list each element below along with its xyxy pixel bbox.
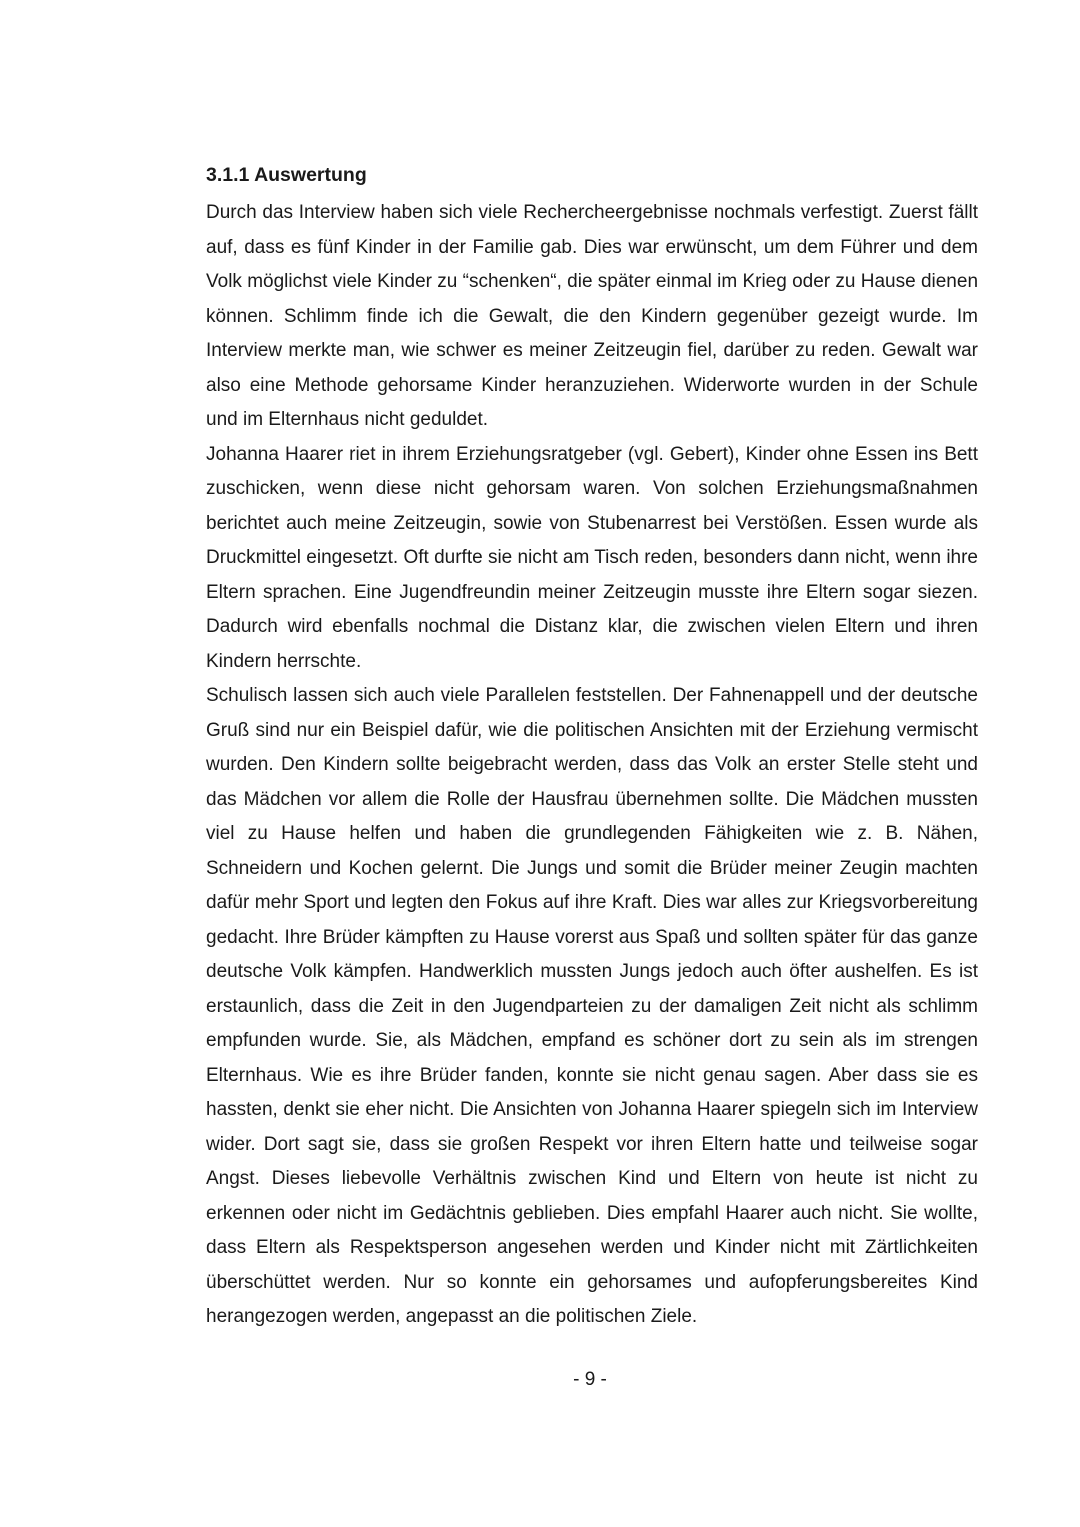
paragraph-1: Durch das Interview haben sich viele Rechercheergebnisse nochmals verfestigt. Zuerst fällt auf, dass es fünf Kinder in der Familie gab. Dies war erwünscht, um dem Führer und dem Volk möglichst viele Kinder zu “schenken“, die später einmal im Krieg oder zu Hause dienen können. Schlimm finde ich die Gewalt, die den Kindern gegenüber gezeigt wurde. Im Interview merkte man, wie schwer es meiner Zeitzeugin fiel, darüber zu reden. Gewalt war also eine Methode gehorsame Kinder heranzuziehen. Widerworte wurden in der Schule und im Elternhaus nicht geduldet. <box>206 202 979 430</box>
paragraph-2: Johanna Haarer riet in ihrem Erziehungsratgeber (vgl. Gebert), Kinder ohne Essen ins Bett zuschicken, wenn diese nicht gehorsam waren. Von solchen Erziehungsmaßnahmen berichtet auch meine Zeitzeugin, sowie von Stubenarrest bei Verstößen. Essen wurde als Druckmittel eingesetzt. Oft durfte sie nicht am Tisch reden, besonders dann nicht, wenn ihre Eltern sprachen. Eine Jugendfreundin meiner Zeitzeugin musste ihre Eltern sogar siezen. Dadurch wird ebenfalls nochmal die Distanz klar, die zwischen vielen Eltern und ihren Kindern herrschte. <box>206 443 978 672</box>
page-content <box>206 162 978 1335</box>
page-number: - 9 - <box>573 1369 607 1390</box>
paragraph-3: Schulisch lassen sich auch viele Parallelen feststellen. Der Fahnenappell und der deutsche Gruß sind nur ein Beispiel dafür, wie die politischen Ansichten mit der Erziehung vermischt wurden. Den Kindern sollte beigebracht werden, dass das Volk an erster Stelle steht und das Mädchen vor allem die Rolle der Hausfrau übernehmen sollte. Die Mädchen mussten viel zu Hause helfen und haben die grundlegenden Fähigkeiten wie z. B. Nähen, Schneidern und Kochen gelernt. Die Jungs und somit die Brüder meiner Zeugin machten dafür mehr Sport und legten den Fokus auf ihre Kraft. Dies war alles zur Kriegsvorbereitung gedacht. Ihre Brüder kämpften zu Hause vorerst aus Spaß und sollten später für das ganze deutsche Volk kämpfen. Handwerklich mussten Jungs jedoch auch öfter aushelfen. Es ist erstaunlich, dass die Zeit in den Jugendparteien zu der damaligen Zeit nicht als schlimm empfunden wurde. Sie, als Mädchen, empfand es schöner dort zu sein als im strengen Elternhaus. Wie es ihre Brüder fanden, konnte sie nicht genau sagen. Aber dass sie es hassten, denkt sie eher nicht. Die Ansichten von Johanna Haarer spiegeln sich im Interview wider. Dort sagt sie, dass sie großen Respekt vor ihren Eltern hatte und teilweise sogar Angst. Dieses liebevolle Verhältnis zwischen Kind und Eltern von heute ist nicht zu erkennen oder nicht im Gedächtnis geblieben. Dies empfahl Haarer auch nicht. Sie wollte, dass Eltern als Respektsperson angesehen werden und Kinder nicht mit Zärtlichkeiten überschüttet werden. Nur so konnte ein gehorsames und aufopferungsbereites Kind herangezogen werden, angepasst an die politischen Ziele. <box>206 685 978 1327</box>
section-heading: 3.1.1 Auswertung <box>206 164 367 186</box>
